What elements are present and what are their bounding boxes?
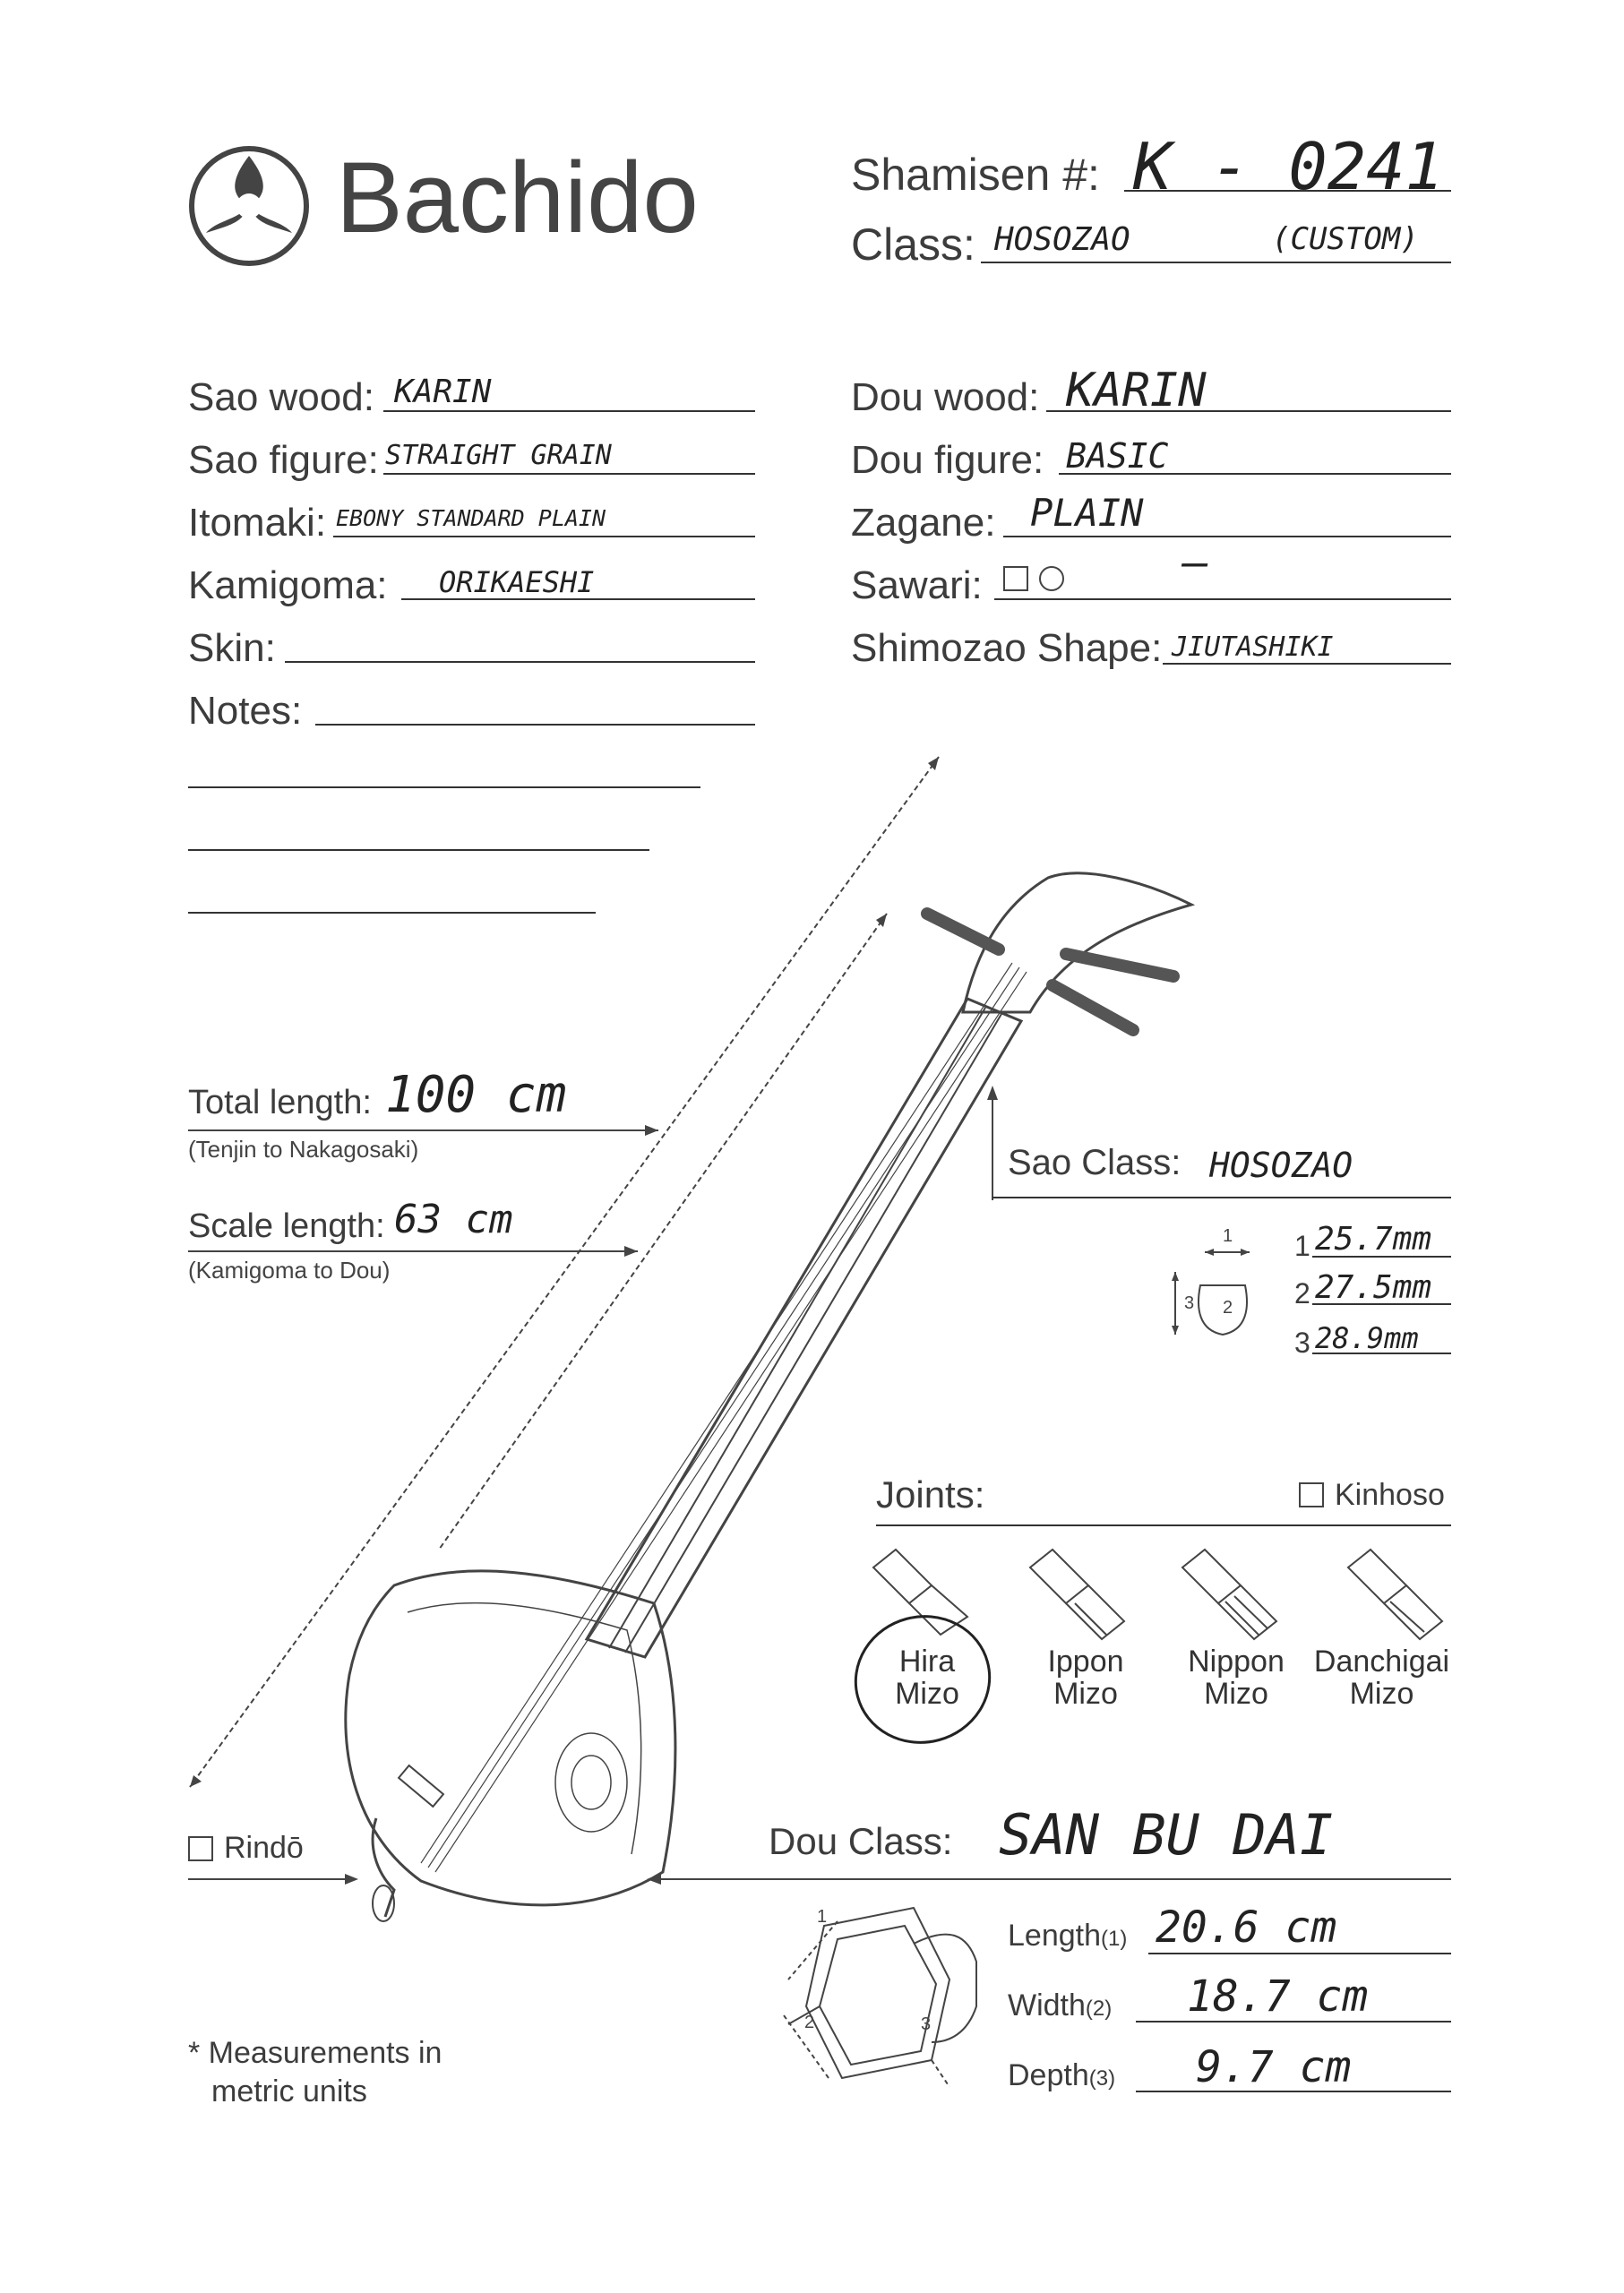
- dou-width-underline: [1136, 2021, 1451, 2022]
- sao-figure-value: STRAIGHT GRAIN: [385, 440, 612, 471]
- notes-label: Notes:: [188, 689, 303, 733]
- itomaki-label: Itomaki:: [188, 501, 327, 545]
- shimozao-shape-label: Shimozao Shape:: [851, 626, 1163, 670]
- sao-class-underline: [992, 1197, 1451, 1198]
- sawari-value: —: [1182, 537, 1208, 588]
- dou-figure-value: BASIC: [1066, 436, 1169, 476]
- joint-ippon-label: Ippon Mizo: [1047, 1645, 1124, 1711]
- kinhoso-label: Kinhoso: [1335, 1478, 1445, 1512]
- sao-wood-label: Sao wood:: [188, 375, 374, 419]
- dou-class-label: Dou Class:: [769, 1820, 953, 1862]
- sao-class-label: Sao Class:: [1008, 1143, 1181, 1182]
- sao-wood-value: KARIN: [394, 374, 492, 410]
- neck-outline: [587, 999, 1021, 1657]
- class-note: (CUSTOM): [1272, 221, 1419, 257]
- scale-length-note: (Kamigoma to Dou): [188, 1257, 391, 1284]
- dou-width-label: Width(2): [1008, 1988, 1113, 2022]
- rindo-label: Rindō: [224, 1831, 304, 1865]
- sao-measure-3-value: 28.9mm: [1315, 1321, 1419, 1355]
- sao-measure-2-index: 2: [1294, 1277, 1310, 1310]
- sao-measure-3-index: 3: [1294, 1327, 1310, 1359]
- sao-diagram-label-1: 1: [1223, 1226, 1233, 1246]
- joint-nippon-label: Nippon Mizo: [1188, 1645, 1285, 1711]
- dou-diagram-label-3: 3: [921, 2014, 932, 2034]
- class-label: Class:: [851, 219, 975, 270]
- dou-depth-underline: [1136, 2091, 1451, 2092]
- rindo-checkbox[interactable]: [188, 1836, 213, 1861]
- joint-danchigai-diagram: [1348, 1550, 1442, 1639]
- joints-underline: [876, 1524, 1451, 1526]
- scale-length-value: 63 cm: [394, 1197, 513, 1242]
- sao-measure-2-underline: [1312, 1303, 1451, 1305]
- sawari-label: Sawari:: [851, 563, 983, 607]
- shimozao-shape-value: JIUTASHIKI: [1172, 631, 1334, 663]
- dou-figure-label: Dou figure:: [851, 438, 1044, 482]
- class-value: HOSOZAO: [994, 221, 1130, 258]
- total-length-value: 100 cm: [385, 1066, 567, 1124]
- skin-label: Skin:: [188, 626, 276, 670]
- sao-measure-1-underline: [1312, 1256, 1451, 1258]
- dou-length-underline: [1148, 1953, 1451, 1954]
- dou-depth-value: 9.7 cm: [1196, 2042, 1352, 2092]
- joints-label: Joints:: [876, 1473, 985, 1516]
- sao-measure-1-index: 1: [1294, 1230, 1310, 1262]
- dou-depth-label: Depth(3): [1008, 2058, 1116, 2092]
- dou-class-value: SAN BU DAI: [999, 1802, 1334, 1868]
- dou-cross-section-diagram: [784, 1908, 976, 2087]
- joint-hira-label: Hira Mizo: [895, 1645, 959, 1711]
- shamisen-number-value: K - 0241: [1133, 129, 1444, 204]
- sao-diagram-label-2: 2: [1223, 1298, 1233, 1318]
- kinhoso-checkbox[interactable]: [1299, 1482, 1324, 1507]
- joint-ippon-diagram: [1030, 1550, 1124, 1639]
- sao-measure-2-value: 27.5mm: [1315, 1269, 1432, 1306]
- kamigoma-value: ORIKAESHI: [439, 565, 595, 599]
- sao-figure-label: Sao figure:: [188, 438, 379, 482]
- zagane-label: Zagane:: [851, 501, 996, 545]
- total-length-note: (Tenjin to Nakagosaki): [188, 1136, 419, 1163]
- joint-danchigai-label: Danchigai Mizo: [1313, 1645, 1450, 1711]
- itomaki-value: EBONY STANDARD PLAIN: [336, 505, 606, 531]
- dou-wood-label: Dou wood:: [851, 375, 1040, 419]
- kamigoma-label: Kamigoma:: [188, 563, 388, 607]
- sao-measure-3-underline: [1312, 1353, 1451, 1354]
- total-length-label: Total length:: [188, 1084, 372, 1121]
- sao-measure-1-value: 25.7mm: [1315, 1221, 1432, 1258]
- dou-wood-value: KARIN: [1066, 364, 1207, 417]
- footnote-line-2: metric units: [211, 2074, 367, 2108]
- scale-length-label: Scale length:: [188, 1207, 385, 1245]
- dou-diagram-label-2: 2: [804, 2013, 815, 2032]
- dou-length-label: Length(1): [1008, 1919, 1128, 1953]
- dou-length-value: 20.6 cm: [1156, 1902, 1337, 1953]
- brand-name: Bachido: [336, 142, 699, 253]
- zagane-value: PLAIN: [1030, 491, 1144, 535]
- shamisen-number-label: Shamisen #:: [851, 150, 1100, 200]
- sao-diagram-label-3: 3: [1184, 1293, 1195, 1313]
- dou-diagram-label-1: 1: [817, 1907, 828, 1927]
- joint-nippon-diagram: [1182, 1550, 1276, 1639]
- footnote-line-1: * Measurements in: [188, 2036, 443, 2070]
- sao-class-value: HOSOZAO: [1209, 1146, 1353, 1185]
- dou-width-value: 18.7 cm: [1187, 1971, 1369, 2022]
